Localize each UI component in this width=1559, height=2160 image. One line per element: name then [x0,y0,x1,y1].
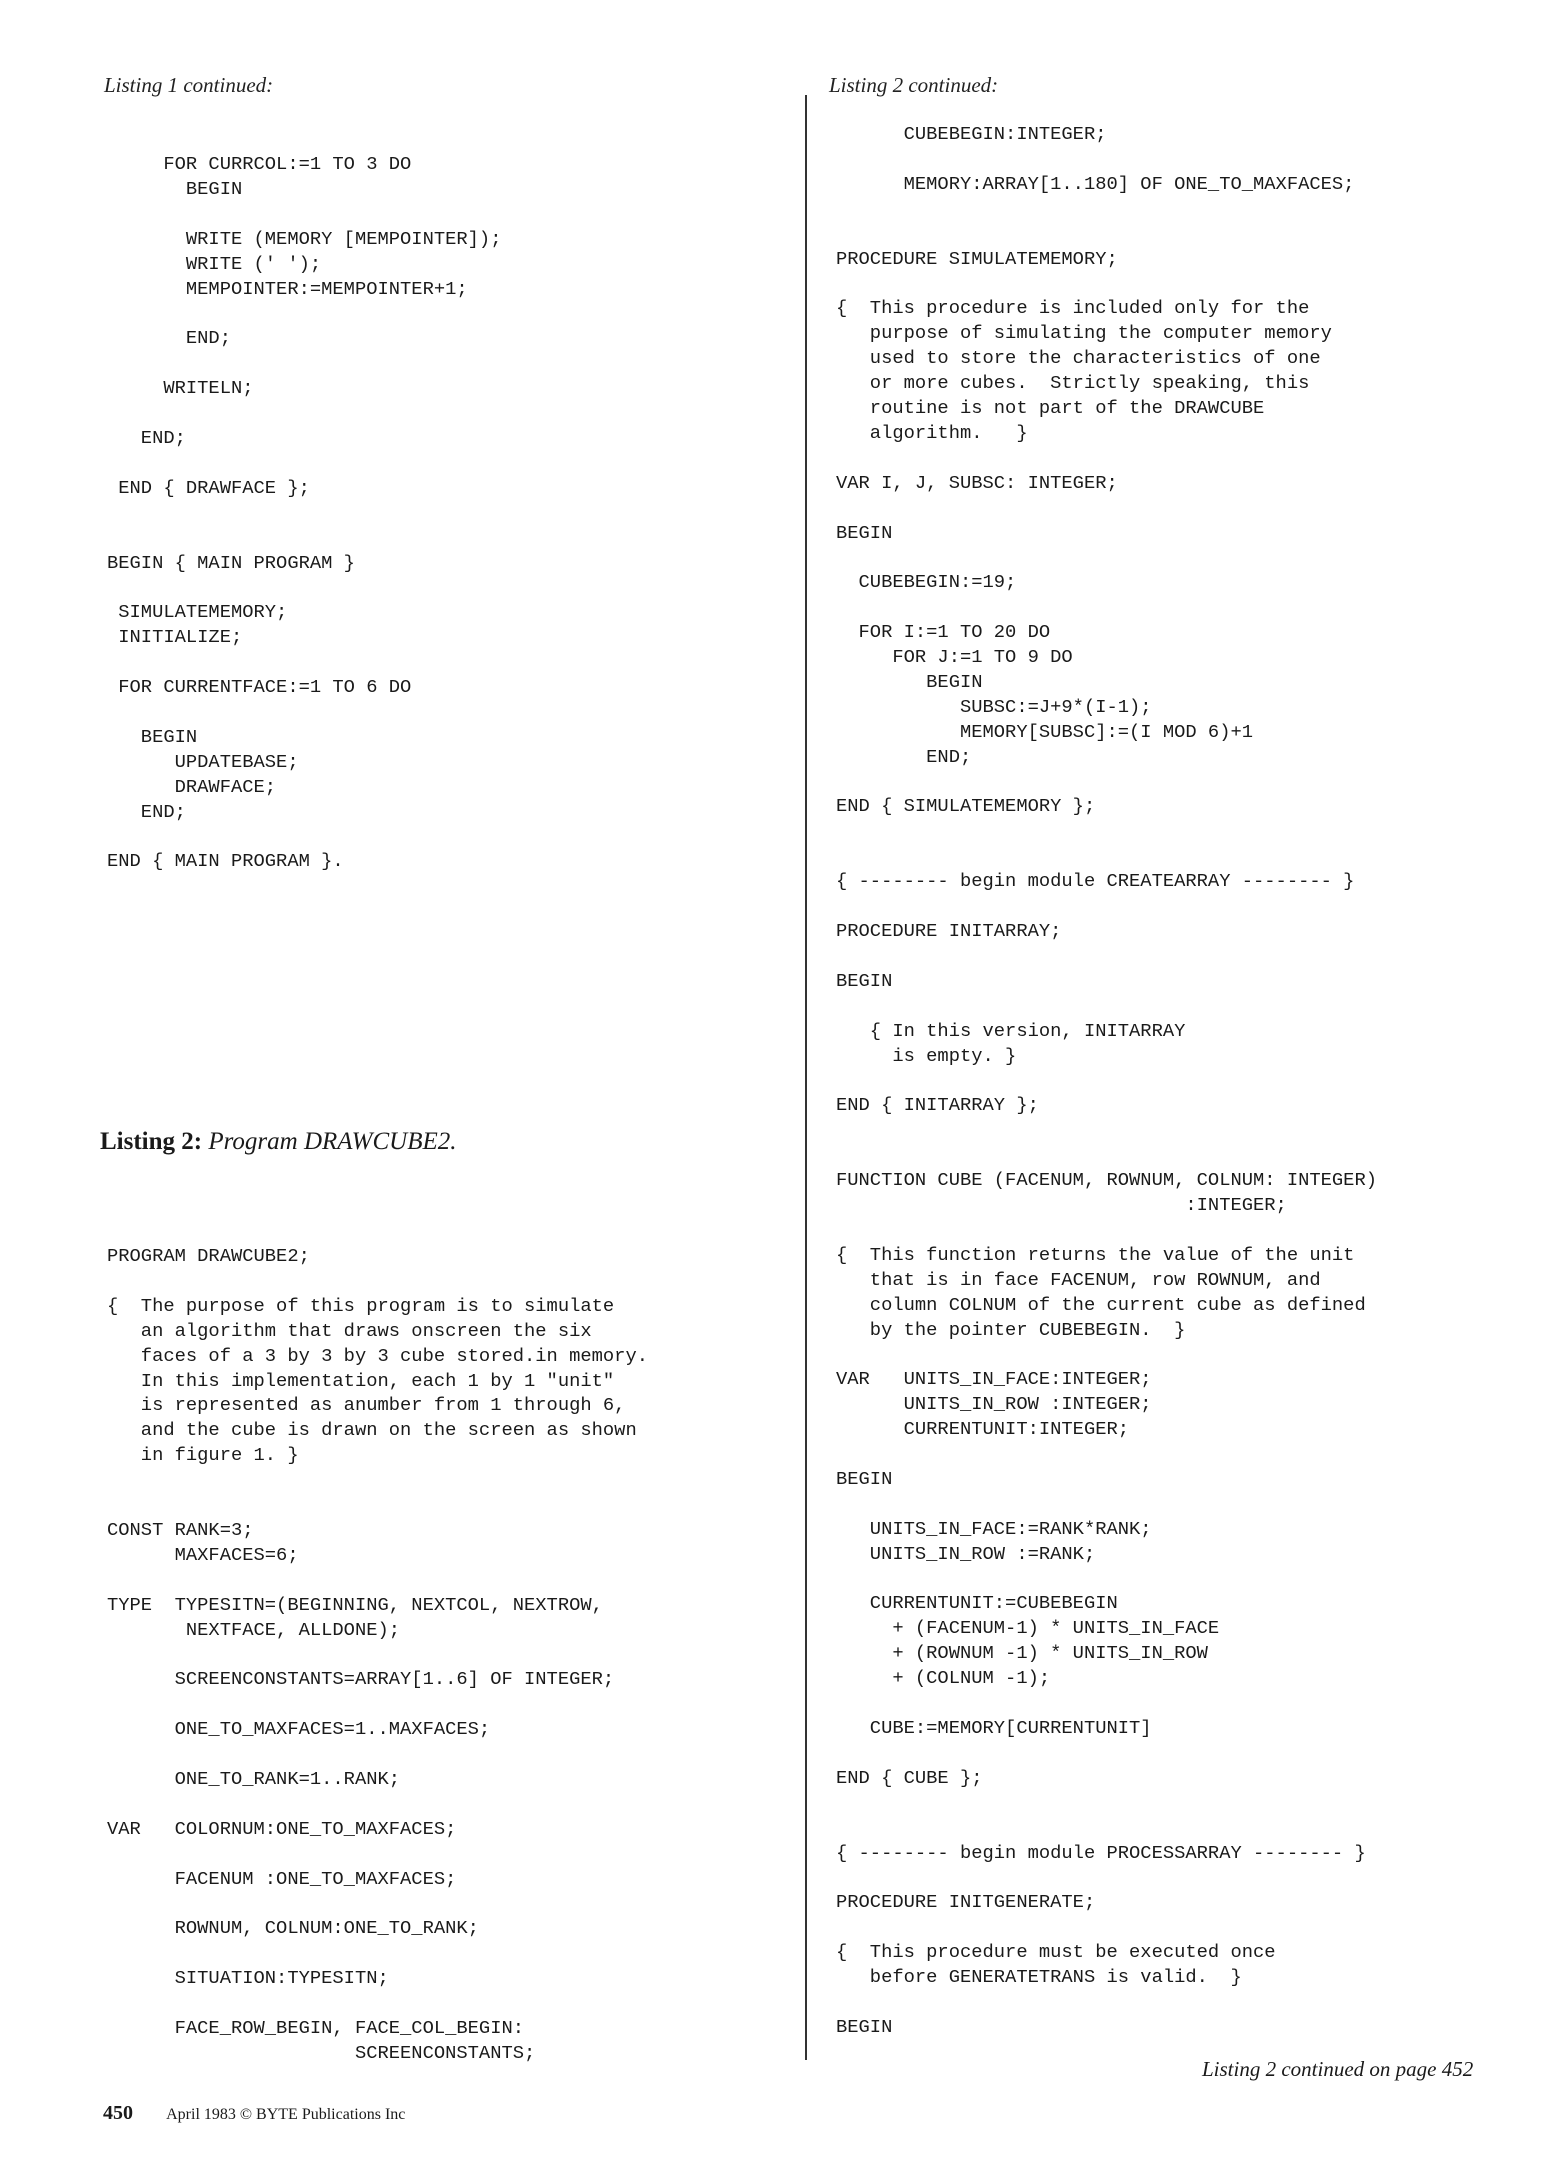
listing1-code: FOR CURRCOL:=1 TO 3 DO BEGIN WRITE (MEMORY [MEMPOINTER]); WRITE (' '); MEMPOINTER:=MEMPOINTER+1; END; WRITELN; END; END { DRAWFACE }; BEGIN { MAIN PROGRAM } SIMULATEMEMORY; INITIALIZE; FOR CURRENTFACE:=1 TO 6 DO BEGIN UPDATEBASE; DRAWFACE; END; END { MAIN PROGRAM }. [107,153,502,873]
column-divider [805,95,807,2060]
publication-info: April 1983 © BYTE Publications Inc [166,2106,406,2123]
page-number: 450 [103,2102,133,2124]
listing2-title-name: Program DRAWCUBE2. [208,1128,457,1155]
listing2-title-number: Listing 2: [100,1128,203,1155]
listing2-continued-caption: Listing 2 continued: [829,73,999,97]
listing2-code-left: PROGRAM DRAWCUBE2; { The purpose of this program is to simulate an algorithm that draws onscreen the six faces of a 3 by 3 by 3 cube stored.in memory. In this implementation, each 1 by 1 "unit" is represented as anumber from 1 through 6, and the cube is drawn on the screen as shown in figure 1. } CONST RANK=3; MAXFACES=6; TYPE TYPESITN=(BEGINNING, NEXTCOL, NEXTROW, NEXTFACE, ALLDONE); SCREENCONSTANTS=ARRAY[1..6] OF INTEGER; ONE_TO_MAXFACES=1..MAXFACES; ONE_TO_RANK=1..RANK; VAR COLORNUM:ONE_TO_MAXFACES; FACENUM :ONE_TO_MAXFACES; ROWNUM, COLNUM:ONE_TO_RANK; SITUATION:TYPESITN; FACE_ROW_BEGIN, FACE_COL_BEGIN: SCREENCONSTANTS; [107,1245,648,2064]
listing2-title [100,1128,456,1156]
page-footer [103,2102,405,2125]
continued-on-page-note: Listing 2 continued on page 452 [1202,2057,1474,2081]
listing2-code-right: CUBEBEGIN:INTEGER; MEMORY:ARRAY[1..180] OF ONE_TO_MAXFACES; PROCEDURE SIMULATEMEMORY; { This procedure is included only for the purpose of simulating the computer memory used to store the characteristics of one or more cubes. Strictly speaking, this routine is not part of the DRAWCUBE algorithm. } VAR I, J, SUBSC: INTEGER; BEGIN CUBEBEGIN:=19; FOR I:=1 TO 20 DO FOR J:=1 TO 9 DO BEGIN SUBSC:=J+9*(I-1); MEMORY[SUBSC]:=(I MOD 6)+1 END; END { SIMULATEMEMORY }; { -------- begin module CREATEARRAY -------- } PROCEDURE INITARRAY; BEGIN { In this version, INITARRAY is empty. } END { INITARRAY }; FUNCTION CUBE (FACENUM, ROWNUM, COLNUM: INTEGER) :INTEGER; { This function returns the value of the unit that is in face FACENUM, row ROWNUM, and column COLNUM of the current cube as defined by the pointer CUBEBEGIN. } VAR UNITS_IN_FACE:INTEGER; UNITS_IN_ROW :INTEGER; CURRENTUNIT:INTEGER; BEGIN UNITS_IN_FACE:=RANK*RANK; UNITS_IN_ROW :=RANK; CURRENTUNIT:=CUBEBEGIN + (FACENUM-1) * UNITS_IN_FACE + (ROWNUM -1) * UNITS_IN_ROW + (COLNUM -1); CUBE:=MEMORY[CURRENTUNIT] END { CUBE }; { -------- begin module PROCESSARRAY -------- } PROCEDURE INITGENERATE; { This procedure must be executed once before GENERATETRANS is valid. } BEGIN [836,123,1377,2038]
listing1-continued-caption: Listing 1 continued: [104,73,274,97]
